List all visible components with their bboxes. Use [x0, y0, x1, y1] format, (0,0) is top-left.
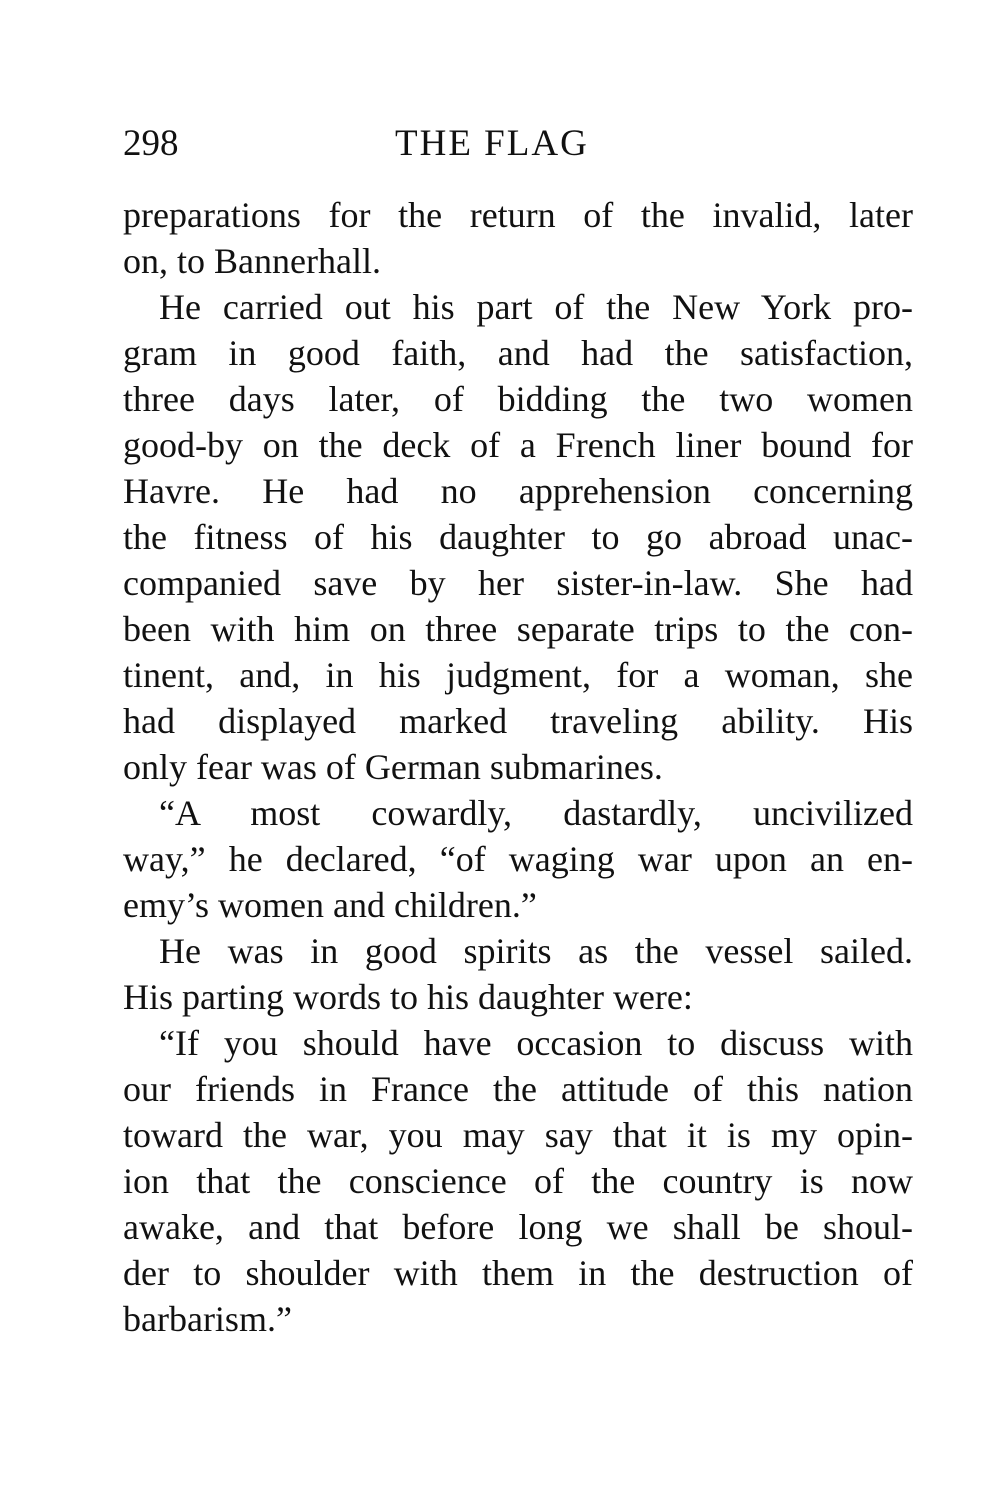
text-line: tinent, and, in his judgment, for a woman, she [123, 655, 913, 695]
paragraph [123, 284, 913, 790]
text-line: ion that the conscience of the country is now [123, 1161, 913, 1201]
running-head [123, 118, 913, 170]
running-title: THE FLAG [395, 123, 589, 164]
text-line: Havre. He had no apprehension concerning [123, 471, 913, 511]
text-line: good-by on the deck of a French liner bound for [123, 425, 913, 465]
text-line: had displayed marked traveling ability. His [123, 701, 913, 741]
text-line: been with him on three separate trips to the con- [123, 609, 913, 649]
text-line: three days later, of bidding the two women [123, 379, 913, 419]
text-line: companied save by her sister-in-law. She had [123, 563, 913, 603]
text-line: “A most cowardly, dastardly, uncivilized [159, 793, 913, 833]
body-text [123, 192, 913, 1342]
text-line: our friends in France the attitude of this nation [123, 1069, 913, 1109]
text-line: preparations for the return of the invalid, later [123, 195, 913, 235]
text-line: on, to Bannerhall. [123, 241, 381, 281]
text-line: barbarism.” [123, 1299, 292, 1339]
page-number: 298 [123, 123, 179, 164]
paragraph [123, 192, 913, 284]
text-line: emy’s women and children.” [123, 885, 537, 925]
text-line: awake, and that before long we shall be shoul- [123, 1207, 913, 1247]
paragraph [123, 1020, 913, 1342]
text-line: only fear was of German submarines. [123, 747, 663, 787]
text-line: toward the war, you may say that it is my opin- [123, 1115, 913, 1155]
text-line: “If you should have occasion to discuss with [159, 1023, 913, 1063]
paragraph [123, 928, 913, 1020]
text-line: the fitness of his daughter to go abroad unac- [123, 517, 913, 557]
text-line: His parting words to his daughter were: [123, 977, 693, 1017]
text-line: way,” he declared, “of waging war upon an en- [123, 839, 913, 879]
text-line: He carried out his part of the New York pro- [159, 287, 913, 327]
text-line: gram in good faith, and had the satisfaction, [123, 333, 913, 373]
paragraph [123, 790, 913, 928]
text-line: der to shoulder with them in the destruction of [123, 1253, 913, 1293]
text-line: He was in good spirits as the vessel sailed. [159, 931, 913, 971]
